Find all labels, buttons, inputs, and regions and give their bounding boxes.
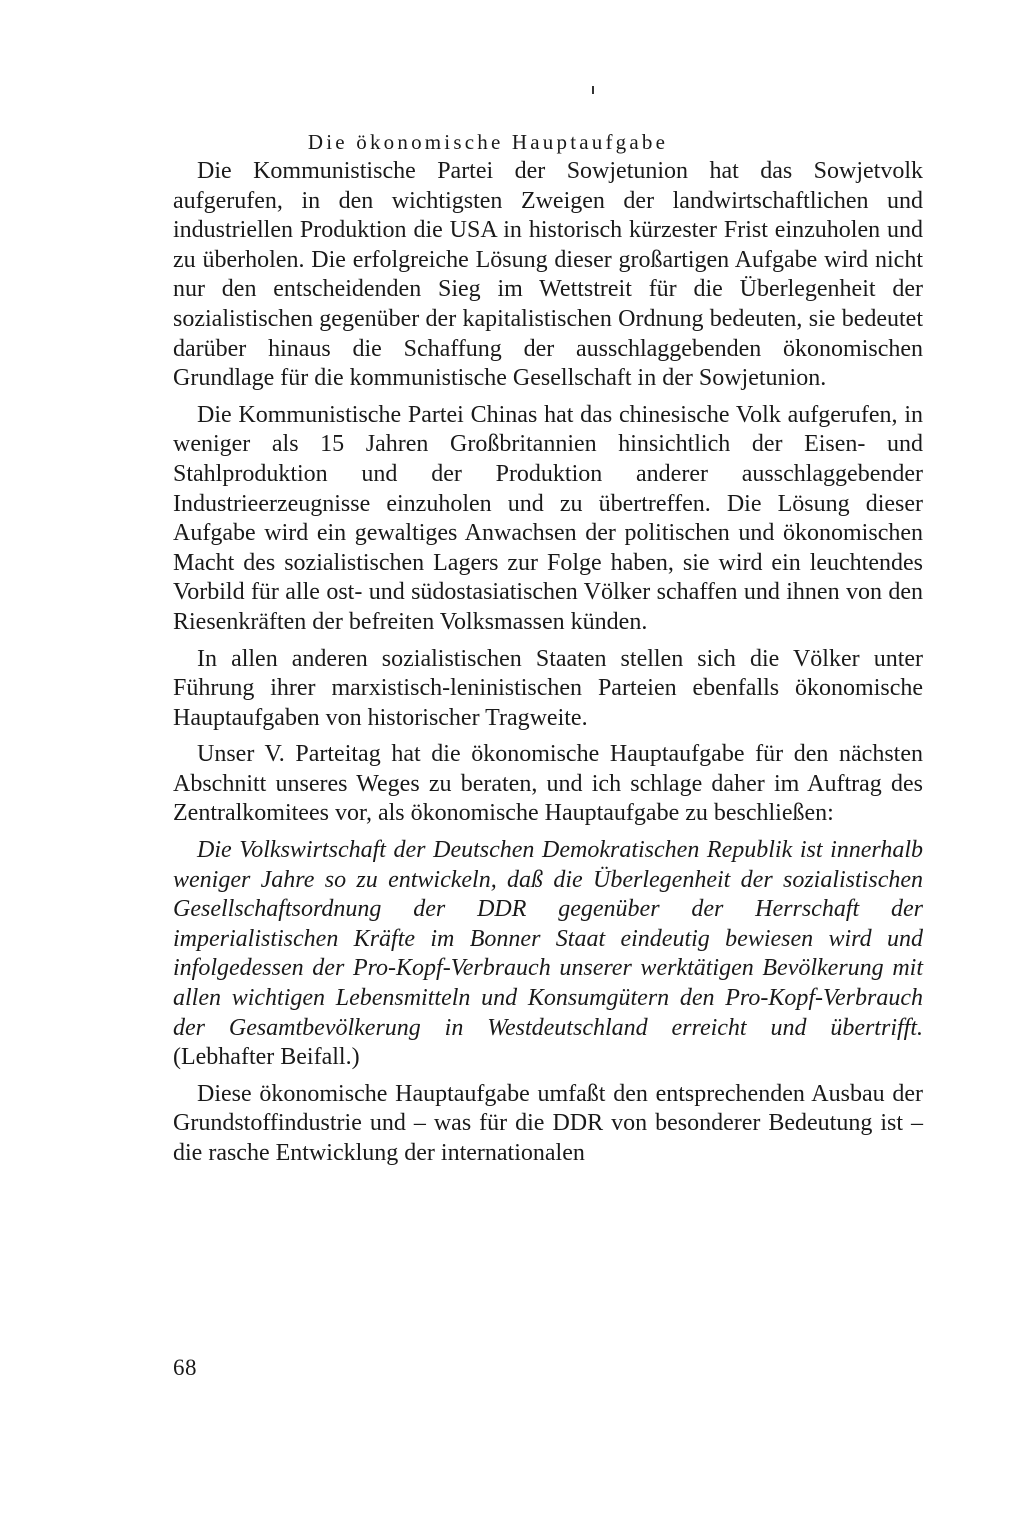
paragraph-parteitag: Unser V. Parteitag hat die ökonomische Hauptaufgabe für den nächsten Abschnitt unseres Weges zu beraten, und ich schlage daher im Auftrag des Zentralkomitees vor, als ökonomische Hauptaufgabe zu beschließen: [173,741,923,827]
page-body [173,128,923,1176]
page-number: 68 [173,1355,197,1380]
paragraph-grundstoffindustrie: Diese ökonomische Hauptaufgabe umfaßt den entsprechenden Ausbau der Grundstoffindustrie und – was für die DDR von besonderer Bedeutung ist – die rasche Entwicklung der internationalen [173,1080,923,1166]
paragraph-hauptaufgabe-beschluss [173,836,923,1073]
paragraph-china: Die Kommunistische Partei Chinas hat das chinesische Volk aufgerufen, in weniger als 15 Jahren Großbritannien hinsichtlich der Eisen- und Stahlproduktion und der Produktion anderer ausschlaggebender Industrieerzeugnisse einzuholen und zu übertreffen. Die Lösung dieser Aufgabe wird ein gewaltiges Anwachsen der politischen und ökonomischen Macht des sozialistischen Lagers zur Folge haben, sie wird ein leuchtendes Vorbild für alle ost- und südostasiatischen Völker schaffen und ihnen von den Riesenkräften der befreiten Volksmassen künden. [173,401,923,635]
applause-note: (Lebhafter Beifall.) [173,1044,360,1071]
resolution-text: Die Volkswirtschaft der Deutschen Demokratischen Republik ist innerhalb weniger Jahre so zu entwickeln, daß die Überlegenheit der sozialistischen Gesellschaftsordnung der DDR gegenüber der Herrschaft der imperialistischen Kräfte im Bonner Staat eindeutig bewiesen wird und infolgedessen der Pro-Kopf-Verbrauch unserer werktätigen Bevölkerung mit allen wichtigen Lebensmitteln und Konsumgütern den Pro-Kopf-Verbrauch der Gesamtbevölkerung in Westdeutschland erreicht und übertrifft. [173,837,923,1041]
paragraph-sozialistische-staaten: In allen anderen sozialistischen Staaten stellen sich die Völker unter Führung ihrer marxistisch-leninistischen Parteien ebenfalls ökonomische Hauptaufgaben von historischer Tragweite. [173,645,923,731]
scan-mark [592,86,594,94]
paragraph-sowjetunion: Die Kommunistische Partei der Sowjetunion hat das Sowjetvolk aufgerufen, in den wichtigsten Zweigen der landwirtschaftlichen und industriellen Produktion die USA in historisch kürzester Frist einzuholen und zu überholen. Die erfolgreiche Lösung dieser großartigen Aufgabe wird nicht nur den entscheidenden Sieg im Wettstreit für die Überlegenheit der sozialistischen gegenüber der kapitalistischen Ordnung bedeuten, sie bedeutet darüber hinaus die Schaffung der ausschlaggebenden ökonomischen Grundlage für die kommunistische Gesellschaft in der Sowjetunion. [173,158,923,392]
section-heading: Die ökonomische Hauptaufgabe [307,130,669,154]
